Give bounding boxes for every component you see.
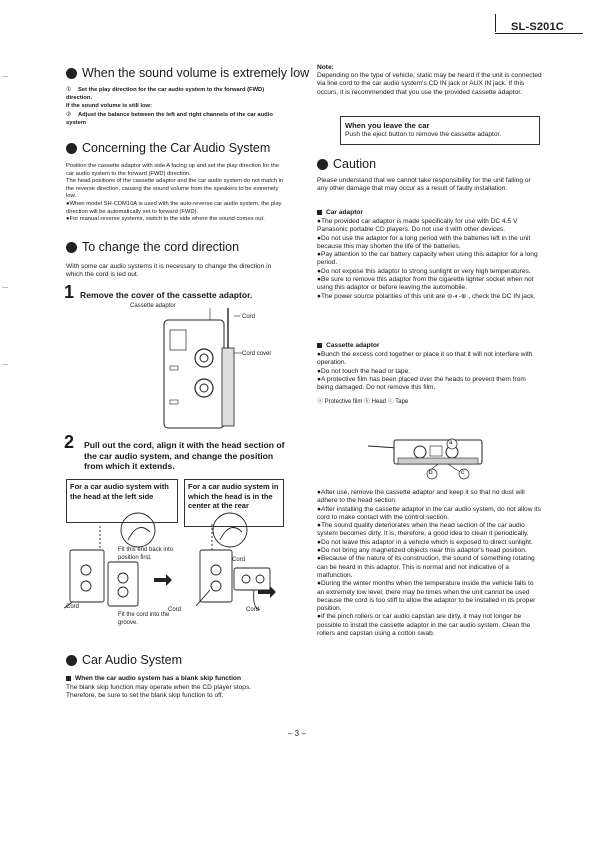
step-number-1: 1 [64, 282, 75, 302]
step-1-text: Remove the cover of the cassette adaptor. [80, 290, 253, 300]
heading-text: Car Audio System [82, 653, 183, 667]
step-number: ② [66, 112, 72, 118]
box-text: For a car audio system with the head at the left side [70, 482, 169, 501]
step-number-2: 2 [64, 432, 75, 452]
cord-intro: With some car audio systems it is necessary to change the direction in which the cord is led out. [66, 263, 272, 279]
bullet-icon [66, 68, 77, 79]
list-item: ●Pay attention to the car battery capacity when using this adaptor for a long period. [317, 251, 538, 267]
volume-step-2 [66, 112, 286, 127]
bullet-text: ●For manual reverse systems, switch to the side where the sound comes out. [66, 216, 265, 223]
cassette-adaptor-heading [317, 342, 380, 350]
caution-intro: Please understand that we cannot take responsibility for the unit falling or any other damage that may occur as a result of faulty installation. [317, 177, 531, 193]
subheading-text: Cassette adaptor [326, 342, 380, 349]
step-text: Adjust the balance between the left and right channels of the car audio system [66, 112, 273, 126]
list-item: ●Because of the nature of its construction, the sound of something rotating can be heard in this adaptor. This is normal and not indicative of a malfunction. [317, 555, 535, 579]
page-number: – 3 – [288, 729, 306, 738]
label-cord-a: Cord [66, 604, 80, 610]
concerning-body [66, 163, 286, 224]
label-cord: Cord [242, 314, 256, 320]
still-low-label: If the sound volume is still low: [66, 103, 152, 109]
list-item: ●A protective film has been placed over the heads to prevent them from being damaged. Do not remove this film. [317, 375, 526, 392]
car-adaptor-heading [317, 209, 363, 217]
list-item: ●Bunch the excess cord together or place it so that it will not interfere with operation. [317, 351, 533, 367]
list-item: ●Be sure to remove this adaptor from the cigarette lighter socket when not using this adaptor or before leaving the automobile. [317, 276, 534, 292]
list-item: ●Do not expose this adaptor to strong sunlight or very high temperatures. [317, 267, 531, 275]
header-underline [495, 33, 583, 34]
cassette-adaptor-illustration [150, 308, 250, 438]
bullet-text: ●When model SH-CDM10A is used with the auto-reverse car audio system, the play direction will be automatically set to forward (FWD). [66, 200, 282, 215]
bullet-icon [66, 655, 77, 666]
heading-text: Caution [333, 157, 377, 171]
box-text: Push the eject button to remove the cassette adaptor. [345, 131, 502, 138]
margin-mark [2, 287, 8, 288]
margin-mark [2, 364, 8, 365]
step-text: Set the play direction for the car audio system to the forward (FWD) direction. [66, 87, 265, 101]
heading-text: To change the cord direction [82, 240, 240, 254]
list-item: ●Do not use the adaptor for a long period with the batteries left in the unit because this may shorten the life of the batteries. [317, 234, 531, 250]
paragraph: Therefore, be sure to set the blank skip function to off. [66, 692, 224, 700]
box-text: For a car audio system in which the head is in the center at the rear [188, 482, 279, 511]
list-item: ●Do not bring any magnetized objects near this adaptor's head position. [317, 547, 527, 555]
heading-text: Concerning the Car Audio System [82, 141, 271, 155]
header-divider [495, 14, 496, 32]
list-item: ●If the pinch rollers or car audio capstan are dirty, it may not longer be possible to install the cassette adaptor in the car audio system. Clean the rollers and capstan using a cotton swab. [317, 613, 531, 638]
list-item: ●The provided car adaptor is made specifically for use with DC 4.5 V Panasonic portable CD players. Do not use it with other devices. [317, 218, 518, 234]
list-item: ●During the winter months when the temperature inside the vehicle falls to an extremely low level, there may be times when the unit cannot be used because the cord is too stiff to allow the adaptor to be installed in its proper position. [317, 580, 536, 613]
volume-step-1 [66, 87, 286, 102]
square-bullet-icon [317, 343, 322, 348]
car-adaptor-list [317, 218, 542, 301]
leave-car-box [340, 116, 540, 145]
cassette-adaptor-list [317, 351, 542, 392]
bullet-icon [66, 242, 77, 253]
list-item: ●After use, remove the cassette adaptor and keep it so that no dust will adhere to the head section. [317, 489, 525, 505]
list-item: ●The sound quality deteriorates when the head section of the car audio system becomes dirty. It is, therefore, a good idea to clean it periodically. [317, 522, 529, 538]
square-bullet-icon [66, 676, 71, 681]
list-item: ●Do not touch the head or tape. [317, 367, 411, 375]
label-cord-c: Cord [232, 557, 246, 563]
label-cord-b: Cord [168, 607, 182, 613]
bullet-icon [317, 159, 328, 170]
margin-mark [2, 76, 8, 77]
bullet-icon [66, 143, 77, 154]
subheading-text: Car adaptor [326, 209, 364, 216]
step-number: ① [66, 87, 72, 93]
paragraph: The blank skip function may operate when the CD player stops. [66, 684, 252, 691]
model-number: SL-S201C [511, 21, 564, 33]
diagram-legend: ⓐ Protective film ⓑ Head ⓒ Tape [317, 399, 409, 405]
note-title: Note: [317, 64, 334, 71]
callout-a: a [449, 439, 453, 446]
paragraph: The head positions of the cassette adaptor and the car audio system do not match in the reverse direction, causing the sound volume from the speakers to be extremely low. [66, 178, 284, 200]
callout-b: b [429, 469, 433, 476]
list-item: ●The power source polarities of this unit are ⊖-◐-⊕ , check the DC IN jack. [317, 292, 536, 300]
subheading-text: When the car audio system has a blank skip function [75, 675, 241, 682]
callout-c: c [461, 469, 465, 476]
cassette-head-illustration [368, 436, 488, 472]
section-heading-cord [66, 240, 239, 254]
car-audio-subheading [66, 675, 291, 683]
section-heading-concerning [66, 141, 270, 155]
box-title: When you leave the car [345, 121, 430, 130]
car-audio-body [66, 684, 291, 701]
label-fit-back: Fit this end back into position first. [118, 547, 174, 561]
square-bullet-icon [317, 210, 322, 215]
list-item: ●After installing the cassette adaptor in the car audio system, do not allow its cord to make contact with the control section. [317, 505, 541, 521]
label-fit-groove: Fit the cord into the groove. [118, 612, 170, 626]
paragraph: Position the cassette adaptor with side A facing up and set the play direction for the car audio system to the forward (FWD) direction. [66, 163, 280, 177]
label-cassette-adaptor: Cassette adaptor [130, 303, 176, 309]
section-heading-car-audio [66, 653, 182, 667]
label-cord-cover: Cord cover [242, 351, 272, 357]
section-heading-volume [66, 66, 309, 80]
cassette-care-list [317, 489, 542, 638]
step-2-text: Pull out the cord, align it with the head section of the car audio system, and change the position from which it extends. [84, 440, 285, 471]
heading-text: When the sound volume is extremely low [82, 66, 310, 80]
section-heading-caution [317, 157, 376, 171]
note-text: Depending on the type of vehicle, static may be heard if the unit is connected via line cord to the car audio system's CD IN jack or AUX IN jack. If this occurs, it is recommended that you use the provided cassette adaptor. [317, 72, 542, 96]
label-cord-d: Cord [246, 607, 260, 613]
list-item: ●Do not leave this adaptor in a vehicle which is exposed to direct sunlight. [317, 538, 533, 546]
